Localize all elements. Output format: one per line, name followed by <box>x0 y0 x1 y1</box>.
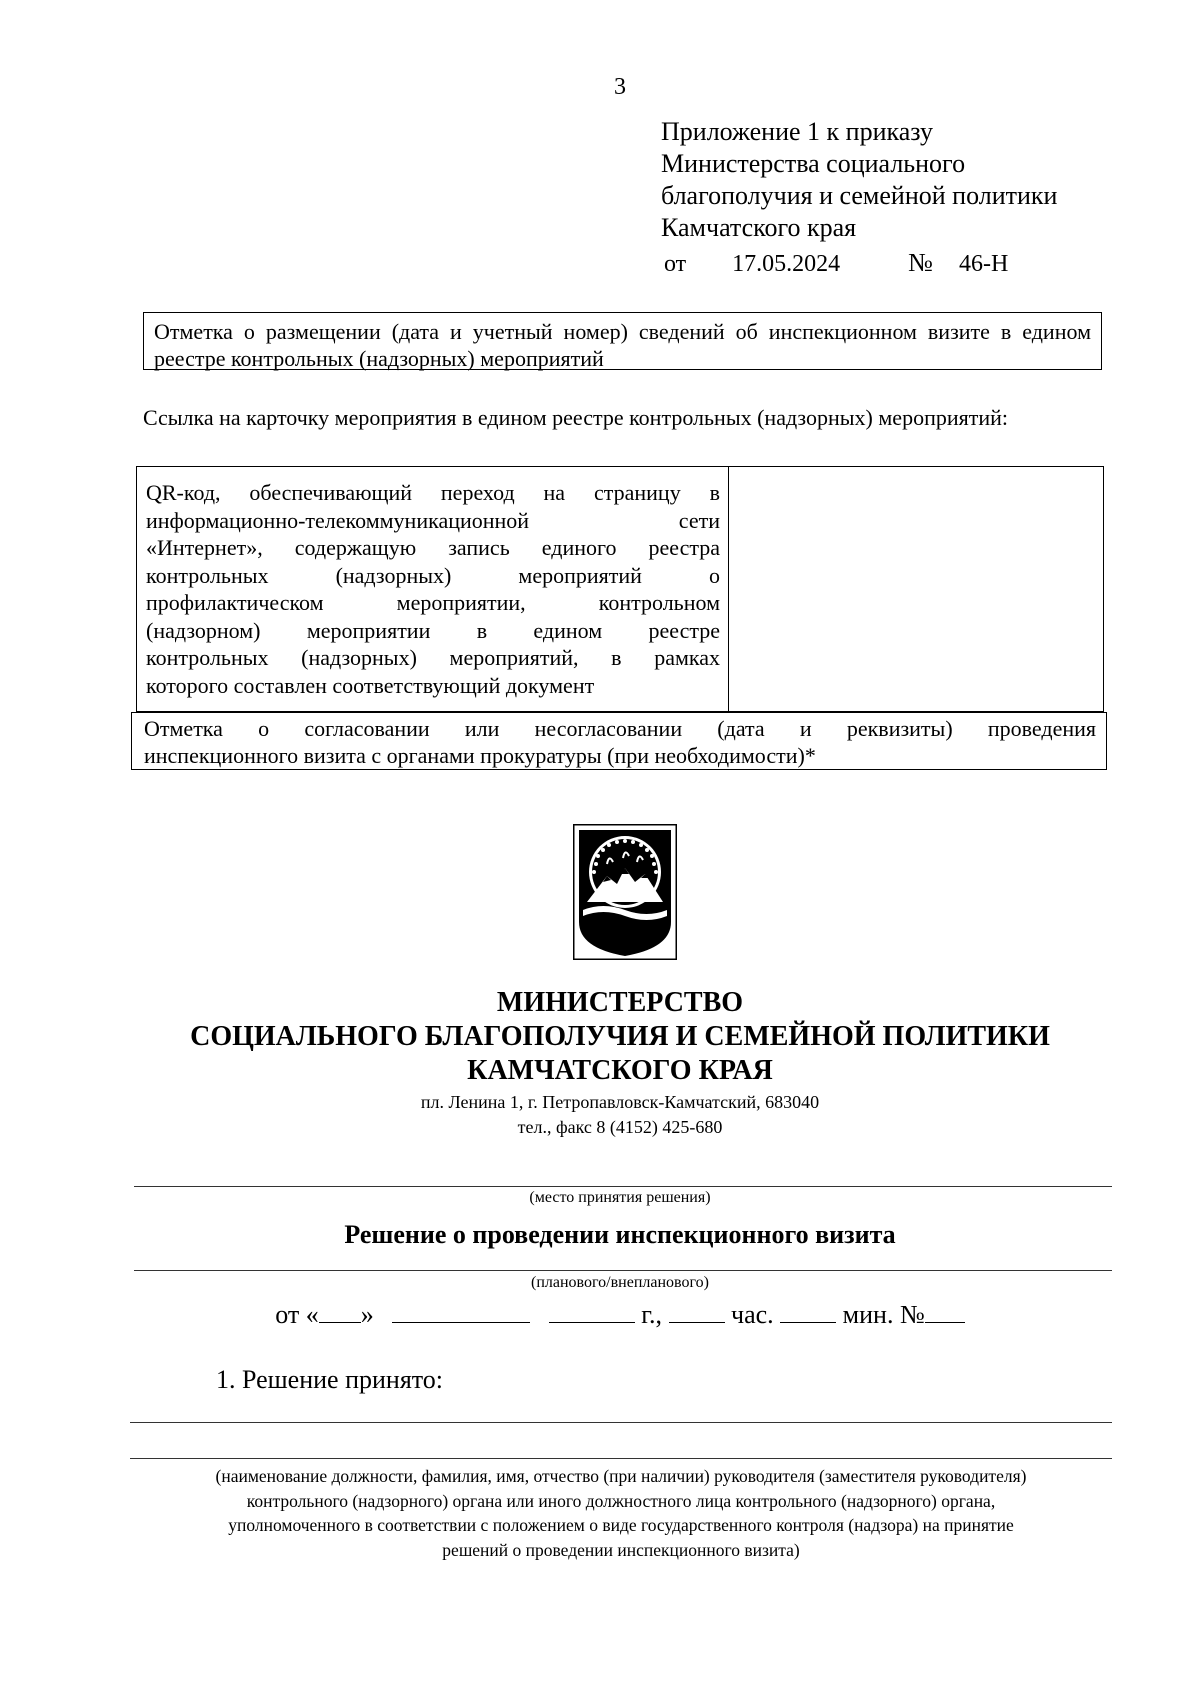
decision-number-blank[interactable] <box>925 1296 965 1323</box>
registry-link-label: Ссылка на карточку мероприятия в едином реестре контрольных (надзорных) мероприятий: <box>143 405 1009 430</box>
order-number: 46-Н <box>958 251 1009 277</box>
appendix-line: благополучия и семейной политики <box>661 181 1058 210</box>
qr-description-line: контрольных (надзорных) мероприятий о <box>146 562 720 588</box>
ministry-address: пл. Ленина 1, г. Петропавловск-Камчатский, 683040 <box>420 1092 820 1112</box>
qr-description-line: профилактическом мероприятии, контрольном <box>146 590 720 615</box>
decision-title: Решение о проведении инспекционного визита <box>344 1220 896 1249</box>
approval-mark-box <box>131 712 1107 770</box>
year-blank[interactable] <box>549 1296 635 1323</box>
decision-type-line <box>134 1270 1112 1271</box>
official-caption-line: решений о проведении инспекционного визита) <box>442 1539 800 1560</box>
appendix-line: Камчатского края <box>661 213 857 242</box>
hours-label: час. <box>731 1300 774 1329</box>
decision-type-caption: (планового/внепланового) <box>531 1274 709 1291</box>
minutes-number-label: мин. № <box>842 1300 925 1329</box>
appendix-date-number <box>664 248 1008 278</box>
decision-date-line <box>0 1296 1200 1330</box>
month-blank[interactable] <box>392 1296 530 1323</box>
appendix-header <box>661 116 1057 244</box>
qr-description-line: информационно-телекоммуникационной сети <box>146 507 720 533</box>
day-blank[interactable] <box>319 1296 361 1323</box>
from-label: от <box>664 251 687 277</box>
page-number: 3 <box>614 74 626 100</box>
ministry-name-line: КАМЧАТСКОГО КРАЯ <box>467 1055 773 1086</box>
place-line <box>134 1186 1112 1187</box>
appendix-line: Министерства социального <box>661 149 966 178</box>
placement-mark-box: Отметка о размещении (дата и учетный номер) сведений об инспекционном визите в едином реестре контрольных (надзорных) мероприятий <box>143 312 1102 370</box>
qr-description-line: которого составлен соответствующий документ <box>146 672 595 698</box>
qr-description <box>137 467 729 711</box>
date-close-quote: » <box>360 1300 374 1329</box>
qr-code-cell <box>729 467 1103 711</box>
qr-code-table <box>136 466 1104 712</box>
ministry-phone: тел., факс 8 (4152) 425-680 <box>517 1117 723 1137</box>
official-caption-line: (наименование должности, фамилия, имя, отчество (при наличии) руководителя (заместителя руководителя) <box>215 1466 1027 1486</box>
coat-of-arms-icon <box>573 824 677 960</box>
ministry-name-line: МИНИСТЕРСТВО <box>496 987 744 1018</box>
official-caption-line: контрольного (надзорного) органа или иного должностного лица контрольного (надзорного) органа, <box>246 1490 996 1511</box>
date-from-label: от « <box>275 1300 319 1329</box>
official-caption-line: уполномоченного в соответствии с положением о виде государственного контроля (надзора) на принятие <box>228 1515 1014 1535</box>
qr-description-line: «Интернет», содержащую запись единого реестра <box>146 535 720 560</box>
ministry-name-line: СОЦИАЛЬНОГО БЛАГОПОЛУЧИЯ И СЕМЕЙНОЙ ПОЛИТИКИ <box>190 1021 1050 1052</box>
approval-mark-line: Отметка о согласовании или несогласовании (дата и реквизиты) проведения <box>144 716 1096 741</box>
signature-line-1 <box>130 1422 1112 1423</box>
item-1-decision-made: 1. Решение принято: <box>216 1365 444 1394</box>
number-label: № <box>908 248 933 277</box>
hours-blank[interactable] <box>669 1296 725 1323</box>
official-caption <box>130 1464 1112 1562</box>
place-caption: (место принятия решения) <box>529 1189 711 1206</box>
order-date: 17.05.2024 <box>732 251 841 277</box>
qr-description-line: контрольных (надзорных) мероприятий, в рамках <box>146 645 720 670</box>
approval-mark-line: инспекционного визита с органами прокуратуры (при необходимости)* <box>144 743 816 768</box>
qr-description-line: QR-код, обеспечивающий переход на страницу в <box>146 480 720 505</box>
year-suffix: г., <box>641 1300 662 1329</box>
qr-description-line: (надзорном) мероприятии в едином реестре <box>146 617 720 643</box>
signature-line-2 <box>130 1458 1112 1459</box>
minutes-blank[interactable] <box>780 1296 836 1323</box>
appendix-line: Приложение 1 к приказу <box>661 117 934 146</box>
